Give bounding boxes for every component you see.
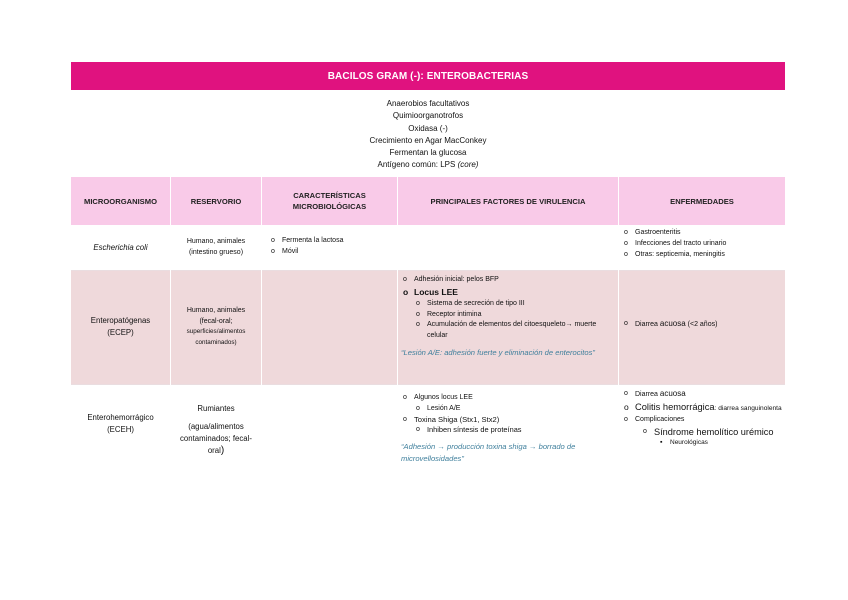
reservoir-line: superficies/alimentos contaminados) xyxy=(186,328,246,346)
organism-line: Enteropatógenas xyxy=(90,316,151,325)
reservoir-cell: Humano, animales (intestino grueso) xyxy=(186,238,246,256)
sublist xyxy=(414,299,610,342)
column-divider xyxy=(397,177,398,385)
sublist-text: Acumulación de elementos del citoesqueleto xyxy=(427,321,566,329)
virulence-list xyxy=(401,275,610,342)
diseases-list xyxy=(622,389,785,448)
page-title: BACILOS GRAM (-): ENTEROBACTERIAS xyxy=(327,70,529,82)
list-text: (<2 años) xyxy=(685,321,718,328)
organism-abbr: (ECEP) xyxy=(107,328,134,337)
property-line: Oxidasa (-) xyxy=(408,123,448,133)
sublist-item: o Sistema de secreción de tipo III xyxy=(414,299,610,310)
list-text-emphasis: Colitis hemorrágica xyxy=(635,401,715,412)
table-row-ecep xyxy=(71,270,785,384)
property-line: Quimioorganotrofos xyxy=(392,111,464,121)
virulence-cell xyxy=(398,275,618,358)
header-characteristics: CARACTERÍSTICAS MICROBIOLÓGICAS xyxy=(292,191,367,211)
diseases-cell xyxy=(619,319,785,331)
sublist xyxy=(641,426,785,448)
header-virulence: PRINCIPALES FACTORES DE VIRULENCIA xyxy=(430,196,586,206)
list-item: o Infecciones del tracto urinario xyxy=(622,239,785,250)
sublist xyxy=(414,425,610,436)
organism-abbr: (ECEH) xyxy=(107,425,134,434)
list-item xyxy=(401,286,610,342)
title-bar xyxy=(71,62,785,90)
reservoir-line xyxy=(175,421,257,457)
list-text-emphasis: acuosa xyxy=(659,389,686,398)
list-text: : diarrea sanguinolenta xyxy=(714,404,782,412)
diseases-list xyxy=(622,228,785,260)
column-divider xyxy=(618,177,619,385)
reservoir-cell xyxy=(171,270,261,384)
diseases-cell xyxy=(619,228,785,260)
organism-name xyxy=(71,225,170,270)
property-line xyxy=(71,159,785,171)
common-properties xyxy=(71,98,785,172)
list-text-emphasis: acuosa xyxy=(659,319,686,328)
property-text: Antígeno común: LPS xyxy=(377,160,458,170)
subsublist-item: ▪ Neurológicas xyxy=(658,438,785,448)
list-item xyxy=(401,393,610,415)
list-item xyxy=(622,415,785,448)
column-divider xyxy=(170,177,171,385)
reservoir-cell xyxy=(171,403,261,457)
reservoir-line: Humano, animales xyxy=(186,307,246,314)
table-row-ecoli xyxy=(71,225,785,270)
organism-line: Enterohemorrágico xyxy=(87,413,154,422)
diseases-list xyxy=(622,319,785,331)
list-item xyxy=(622,401,785,415)
list-item-label: Toxina Shiga (Stx1, Stx2) xyxy=(414,414,500,424)
property-line: Fermentan la glucosa xyxy=(389,148,467,158)
list-item: o Gastroenteritis xyxy=(622,228,785,239)
sublist-item xyxy=(641,426,785,448)
sublist-text: muerte celular xyxy=(427,321,597,340)
arrow-icon: → xyxy=(565,321,573,329)
property-line: Crecimiento en Agar MacConkey xyxy=(369,135,487,145)
property-emphasis: (core) xyxy=(457,160,479,170)
organism-italic: Escherichia coli xyxy=(93,242,148,252)
list-text: Diarrea xyxy=(635,391,660,398)
list-item: o Móvil xyxy=(269,247,397,258)
reservoir-paren: ) xyxy=(220,445,225,456)
sublist-item: o Lesión A/E xyxy=(414,404,610,415)
reservoir-text: (agua/alimentos contaminados; fecal-oral xyxy=(180,422,252,455)
sublist xyxy=(414,404,610,415)
sublist-item: o Receptor intimina xyxy=(414,310,610,321)
property-line: Anaerobios facultativos xyxy=(386,99,470,108)
row-divider xyxy=(71,384,785,385)
lesion-note: “Lesión A/E: adhesión fuerte y eliminación de enterocitos” xyxy=(401,347,595,357)
reservoir-line: Rumiantes xyxy=(197,404,235,413)
virulence-list xyxy=(401,393,610,436)
list-item xyxy=(401,415,610,437)
virulence-cell xyxy=(398,393,618,464)
header-diseases: ENFERMEDADES xyxy=(670,196,734,206)
list-item: o Fermenta la lactosa xyxy=(269,236,397,247)
header-organism: MICROORGANISMO xyxy=(84,196,157,206)
list-item: o Adhesión inicial: pelos BFP xyxy=(401,275,610,286)
sublist-item xyxy=(414,320,610,342)
header-reservoir: RESERVORIO xyxy=(190,196,242,206)
table-row-eceh xyxy=(71,384,785,484)
list-item: o Otras: septicemia, meningitis xyxy=(622,250,785,261)
column-divider xyxy=(261,177,262,385)
sublist-item: o Inhiben síntesis de proteínas xyxy=(414,425,610,436)
list-item-label: Complicaciones xyxy=(635,415,685,423)
reservoir-line: (fecal-oral; xyxy=(199,317,233,325)
table-header-row xyxy=(71,177,785,225)
organism-name xyxy=(71,270,170,384)
sublist-text: Síndrome hemolítico urémico xyxy=(654,426,774,437)
list-item-label: Locus LEE xyxy=(414,286,458,297)
subsublist xyxy=(658,438,785,448)
list-item xyxy=(622,389,785,401)
list-item-label: Algunos locus LEE xyxy=(414,394,473,401)
characteristics-list xyxy=(269,236,397,258)
shiga-note: “Adhesión → producción toxina shiga → borrado de microvellosidades” xyxy=(401,442,576,463)
diseases-cell xyxy=(619,389,785,448)
row-divider xyxy=(71,270,785,271)
organism-name xyxy=(71,412,170,436)
list-item xyxy=(622,319,785,331)
characteristics-cell xyxy=(262,236,397,258)
list-text: Diarrea xyxy=(635,321,660,328)
